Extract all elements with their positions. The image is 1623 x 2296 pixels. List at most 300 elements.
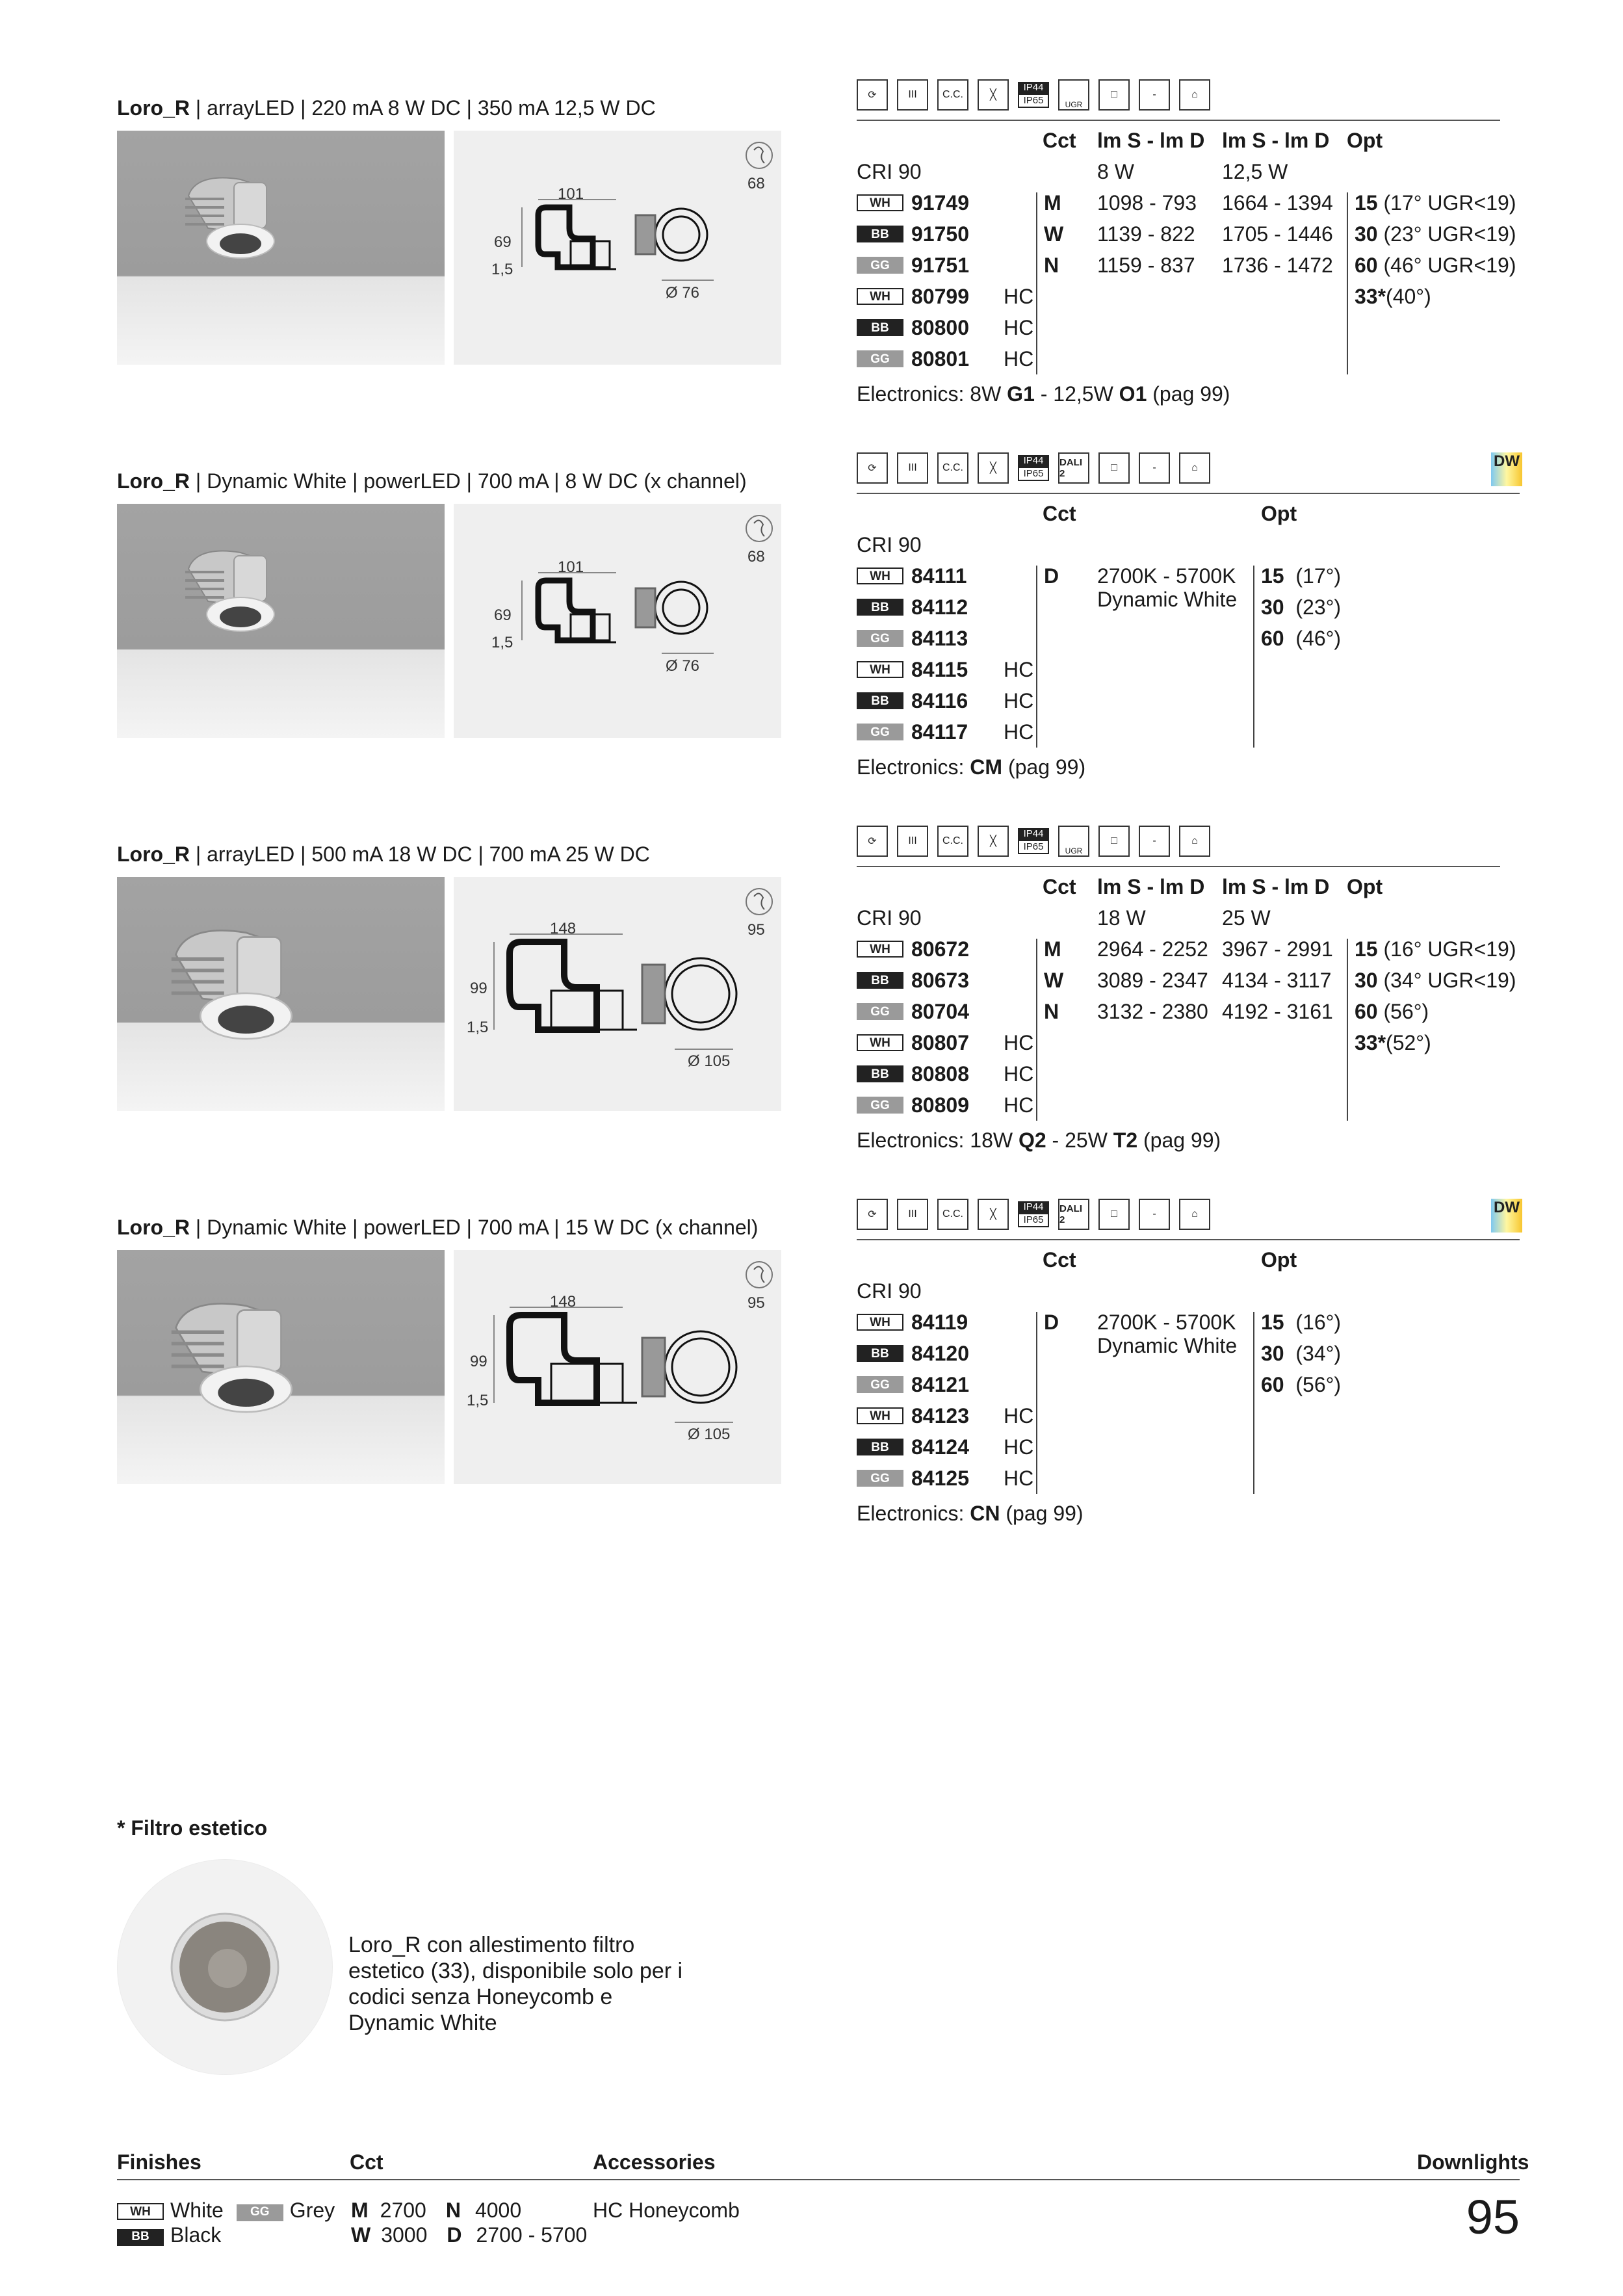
ip-top-label: IP44 [1018, 828, 1049, 840]
optic-number: 60 [1261, 1373, 1284, 1396]
lumen-2: 1705 - 1446 [1222, 222, 1333, 246]
electronics-note [857, 382, 1230, 406]
table-row [857, 624, 1507, 655]
finish-label: White [170, 2198, 224, 2222]
finish-badge: GG [237, 2204, 283, 2221]
dimension-flange: 1,5 [491, 261, 513, 278]
cct-code: M [351, 2198, 369, 2222]
product-spec: | arrayLED | 220 mA 8 W DC | 350 mA 12,5 W DC [190, 96, 656, 120]
table-subheader [857, 157, 1507, 189]
wattage-2: 25 W [1222, 906, 1271, 930]
optic-value [1355, 997, 1429, 1026]
finish-badge: BB [857, 1439, 903, 1455]
ugr-label: UGR [1065, 846, 1083, 855]
table-row [857, 1091, 1507, 1122]
dimension-width: 101 [558, 185, 584, 203]
optic-number: 30 [1355, 222, 1378, 246]
lumen-1: 1098 - 793 [1097, 191, 1197, 215]
table-divider [1036, 192, 1037, 374]
product-photo [117, 504, 445, 738]
ip-icon [1018, 79, 1049, 111]
cc-icon [937, 1199, 968, 1230]
table-header [857, 872, 1507, 904]
optic-number: 60 [1355, 1000, 1378, 1023]
ugr-icon [1058, 826, 1089, 857]
product-code: 84123 [911, 1404, 969, 1428]
technical-drawing [454, 877, 781, 1111]
lumen-1: 1139 - 822 [1097, 222, 1195, 246]
table-row [857, 1060, 1507, 1091]
table-divider [1347, 939, 1348, 1121]
recessed-icon: ⌂ [1179, 452, 1210, 484]
dali-label: DALI 2 [1059, 1203, 1082, 1225]
footer-cct-heading: Cct [350, 2150, 383, 2174]
finish-label: Grey [289, 2198, 335, 2222]
table-row [857, 655, 1507, 686]
table-divider [1347, 192, 1348, 374]
product-spec: | Dynamic White | powerLED | 700 mA | 8 W DC (x channel) [190, 469, 747, 493]
honeycomb-label: HC [1004, 1467, 1034, 1490]
rotate-icon: ⟳ [857, 1199, 888, 1230]
cct-kelvin: 3000 [381, 2223, 428, 2247]
product-photo [117, 877, 445, 1111]
dimension-width: 101 [558, 558, 584, 576]
class-iii-icon [897, 79, 928, 111]
product-section [0, 1199, 1623, 1580]
optic-detail: (17°) [1284, 564, 1342, 588]
product-code: 84112 [911, 595, 968, 619]
ip-top-label: IP44 [1018, 1201, 1049, 1213]
footer-accessories-heading: Accessories [593, 2150, 716, 2174]
optic-number: 60 [1355, 254, 1378, 277]
electronics-suffix: (pag 99) [1147, 382, 1230, 406]
ugr-label: UGR [1065, 100, 1083, 109]
cri-label: CRI 90 [857, 533, 922, 556]
finish-badge: GG [857, 1376, 903, 1393]
cct-value: W [1044, 969, 1064, 992]
product-code: 84121 [911, 1373, 969, 1396]
electronics-note [857, 1502, 1084, 1526]
electronics-code: O1 [1119, 382, 1147, 406]
table-subheader [857, 904, 1507, 935]
header-cct: Cct [1043, 129, 1076, 152]
product-code: 80808 [911, 1062, 969, 1086]
lumen-1: 2964 - 2252 [1097, 937, 1208, 961]
no-insulation-icon: ╳ [978, 1199, 1009, 1230]
product-section [0, 452, 1623, 833]
cct-range: 2700K - 5700K [1097, 1311, 1236, 1334]
lumen-2: 4134 - 3117 [1222, 969, 1332, 992]
dimension-flange: 1,5 [467, 1019, 489, 1036]
footer-rule [117, 2179, 1520, 2180]
electronics-code: Q2 [1018, 1128, 1046, 1152]
finish-badge: WH [857, 661, 903, 678]
optic-value [1261, 624, 1341, 653]
class-label: III [908, 89, 917, 100]
product-code: 91751 [911, 254, 969, 277]
optic-detail: (23° UGR<19) [1377, 222, 1516, 246]
optic-number: 60 [1261, 627, 1284, 650]
honeycomb-label: HC [1004, 1062, 1034, 1086]
product-code: 84115 [911, 658, 968, 681]
honeycomb-label: HC [1004, 347, 1034, 371]
cc-icon [937, 826, 968, 857]
optic-value [1355, 220, 1516, 248]
optic-number: 15 [1261, 564, 1284, 588]
product-title [117, 1216, 758, 1240]
product-code: 84125 [911, 1467, 969, 1490]
class-iii-icon [897, 826, 928, 857]
dimension-height: 99 [470, 980, 487, 997]
product-name: Loro_R [117, 96, 190, 120]
class-iii-icon [897, 452, 928, 484]
ip-top-label: IP44 [1018, 82, 1049, 94]
table-rule [857, 1239, 1520, 1240]
table-row [857, 997, 1507, 1028]
finish-badge: BB [857, 1065, 903, 1082]
footer-accessory: HC Honeycomb [593, 2198, 740, 2222]
electronics-note [857, 1128, 1221, 1153]
electronics-code: T2 [1113, 1128, 1138, 1152]
table-row [857, 1433, 1507, 1464]
cc-label: C.C. [942, 1208, 963, 1220]
electronics-note [857, 755, 1085, 779]
footer-finish-row-2 [117, 2223, 221, 2247]
header-opt: Opt [1261, 502, 1297, 525]
finish-badge: WH [857, 1314, 903, 1331]
header-lm2: lm S - lm D [1222, 875, 1330, 898]
optic-detail: (23°) [1284, 595, 1342, 619]
optic-number: 30 [1261, 1342, 1284, 1365]
cct-kelvin: 4000 [474, 2198, 522, 2222]
ip-bottom-label: IP65 [1018, 467, 1049, 481]
optic-value [1355, 935, 1516, 963]
header-opt: Opt [1347, 875, 1383, 898]
optic-number: 30 [1355, 969, 1378, 992]
product-code: 91749 [911, 191, 969, 215]
technical-drawing [454, 131, 781, 365]
dimension-height: 69 [494, 233, 512, 251]
header-opt: Opt [1261, 1248, 1297, 1272]
optic-value [1355, 282, 1431, 311]
lumen-2: 4192 - 3161 [1222, 1000, 1333, 1023]
finish-label: Black [170, 2223, 222, 2247]
lumen-2: 3967 - 2991 [1222, 937, 1333, 961]
technical-drawing [454, 504, 781, 738]
optic-detail: (40°) [1386, 285, 1431, 308]
product-section [0, 828, 1623, 1207]
optic-number: 15 [1261, 1311, 1284, 1334]
filter-photo [117, 1859, 333, 2075]
class-label: III [908, 462, 917, 473]
dimension-height: 99 [470, 1353, 487, 1370]
optic-value [1261, 562, 1341, 590]
cct-value: M [1044, 191, 1061, 215]
product-spec: | arrayLED | 500 mA 18 W DC | 700 mA 25 W DC [190, 842, 650, 866]
no-insulation-icon: ╳ [978, 79, 1009, 111]
table-rule [857, 866, 1500, 867]
lumen-2: 1736 - 1472 [1222, 254, 1333, 277]
optic-number: 33* [1355, 285, 1386, 308]
dimension-width: 148 [550, 920, 577, 937]
optic-value [1355, 251, 1516, 280]
filter-description: Loro_R con allestimento filtro estetico (33), disponibile solo per i codici senza Honeycomb e Dynamic White [348, 1933, 683, 2035]
finish-badge: GG [857, 257, 903, 274]
header-lm1: lm S - lm D [1097, 129, 1205, 152]
dimension-flange: 1,5 [491, 634, 513, 651]
cct-value: D [1044, 564, 1059, 588]
electronics-code: G1 [1007, 382, 1035, 406]
electronics-suffix: (pag 99) [1137, 1128, 1221, 1152]
table-subheader [857, 1277, 1507, 1308]
optic-detail: (17° UGR<19) [1377, 191, 1516, 215]
lumen-1: 1159 - 837 [1097, 254, 1195, 277]
ceiling-mount-icon: □ [1098, 1199, 1130, 1230]
wattage-2: 12,5 W [1222, 160, 1288, 183]
table-rule [857, 493, 1520, 494]
product-name: Loro_R [117, 1216, 190, 1239]
surface-icon: ‐ [1139, 1199, 1170, 1230]
product-code: 80801 [911, 347, 969, 371]
dimension-cutout: 95 [747, 921, 765, 939]
product-code: 91750 [911, 222, 969, 246]
product-code: 80809 [911, 1093, 969, 1117]
finish-badge: WH [857, 1407, 903, 1424]
table-row [857, 966, 1516, 997]
no-insulation-icon: ╳ [978, 452, 1009, 484]
wattage-1: 8 W [1097, 160, 1134, 183]
rotate-icon: ⟳ [857, 826, 888, 857]
ip-icon [1018, 826, 1049, 857]
finish-badge: GG [857, 724, 903, 740]
finish-badge: WH [857, 567, 903, 584]
ip-bottom-label: IP65 [1018, 94, 1049, 108]
cct-name: Dynamic White [1097, 1334, 1238, 1357]
page-number: 95 [1466, 2190, 1520, 2244]
optic-detail: (16°) [1284, 1311, 1342, 1334]
optic-number: 15 [1355, 937, 1378, 961]
dimension-cutout: 68 [747, 548, 765, 566]
product-name: Loro_R [117, 842, 190, 866]
optic-value [1355, 1028, 1431, 1057]
cct-kelvin: 2700 - 5700 [476, 2223, 588, 2247]
header-cct: Cct [1043, 502, 1076, 525]
product-photo [117, 131, 445, 365]
product-code: 80799 [911, 285, 969, 308]
cri-label: CRI 90 [857, 160, 922, 183]
table-row [857, 1402, 1507, 1433]
finish-badge: BB [857, 319, 903, 336]
dimension-diameter: Ø 76 [666, 657, 700, 675]
lumen-1: 3089 - 2347 [1097, 969, 1208, 992]
honeycomb-label: HC [1004, 658, 1034, 681]
footer-finishes-heading: Finishes [117, 2150, 201, 2174]
cct-code: N [445, 2198, 461, 2222]
product-title [117, 96, 656, 120]
cc-label: C.C. [942, 89, 963, 100]
table-row [857, 1370, 1507, 1402]
product-code: 84116 [911, 689, 968, 712]
cct-range: 2700K - 5700K [1097, 564, 1236, 588]
cc-icon [937, 79, 968, 111]
optic-detail: (46° UGR<19) [1377, 254, 1516, 277]
rotate-icon: ⟳ [857, 79, 888, 111]
ip-bottom-label: IP65 [1018, 840, 1049, 854]
footer-finish-row-1 [117, 2198, 335, 2223]
no-insulation-icon: ╳ [978, 826, 1009, 857]
dimension-height: 69 [494, 607, 512, 624]
electronics-prefix: Electronics: [857, 755, 970, 779]
product-title [117, 842, 650, 867]
product-code: 84124 [911, 1435, 969, 1459]
dimension-flange: 1,5 [467, 1392, 489, 1409]
lumen-2: 1664 - 1394 [1222, 191, 1333, 215]
lumen-1: 3132 - 2380 [1097, 1000, 1208, 1023]
dali-label: DALI 2 [1059, 457, 1082, 479]
recessed-icon: ⌂ [1179, 79, 1210, 111]
dimension-width: 148 [550, 1293, 577, 1311]
table-header [857, 1246, 1507, 1277]
finish-badge: BB [857, 1345, 903, 1362]
surface-icon: ‐ [1139, 79, 1170, 111]
honeycomb-label: HC [1004, 1093, 1034, 1117]
recessed-icon: ⌂ [1179, 826, 1210, 857]
class-label: III [908, 835, 917, 846]
dynamic-white-logo: DW [1491, 1199, 1522, 1233]
footer-cct-row-2 [351, 2223, 587, 2247]
table-row [857, 313, 1507, 345]
cct-code: W [351, 2223, 371, 2247]
optic-value [1355, 189, 1516, 217]
cc-icon [937, 452, 968, 484]
table-header [857, 499, 1507, 530]
electronics-prefix: Electronics: 8W [857, 382, 1007, 406]
honeycomb-label: HC [1004, 689, 1034, 712]
optic-detail: (16° UGR<19) [1377, 937, 1516, 961]
finish-badge: GG [857, 1097, 903, 1114]
product-code: 84119 [911, 1311, 968, 1334]
table-row [857, 220, 1516, 251]
cri-label: CRI 90 [857, 906, 922, 930]
finish-badge: BB [857, 599, 903, 616]
dimension-diameter: Ø 105 [688, 1052, 731, 1070]
ip-icon [1018, 452, 1049, 484]
finish-badge: WH [857, 1034, 903, 1051]
cct-value: N [1044, 1000, 1059, 1023]
cct-value: M [1044, 937, 1061, 961]
finish-badge: GG [857, 1003, 903, 1020]
product-code: 84113 [911, 627, 968, 650]
table-divider [1253, 566, 1254, 748]
table-divider [1253, 1312, 1254, 1494]
ip-bottom-label: IP65 [1018, 1213, 1049, 1227]
electronics-suffix: (pag 99) [1000, 1502, 1084, 1525]
optic-number: 15 [1355, 191, 1378, 215]
ceiling-mount-icon: □ [1098, 79, 1130, 111]
technical-drawing [454, 1250, 781, 1484]
optic-detail: (52°) [1386, 1031, 1431, 1054]
honeycomb-label: HC [1004, 1435, 1034, 1459]
header-cct: Cct [1043, 1248, 1076, 1272]
electronics-mid: - 12,5W [1034, 382, 1119, 406]
ugr-icon [1058, 79, 1089, 111]
optic-value [1261, 1370, 1341, 1399]
optic-value [1355, 966, 1516, 995]
honeycomb-label: HC [1004, 1031, 1034, 1054]
finish-badge: GG [857, 350, 903, 367]
cc-label: C.C. [942, 835, 963, 846]
finish-badge: WH [857, 288, 903, 305]
table-row [857, 718, 1507, 749]
dimension-cutout: 68 [747, 175, 765, 192]
dali-icon [1058, 452, 1089, 484]
optic-detail: (56°) [1377, 1000, 1429, 1023]
dimension-cutout: 95 [747, 1294, 765, 1312]
ceiling-mount-icon: □ [1098, 452, 1130, 484]
electronics-code: CM [970, 755, 1003, 779]
optic-detail: (56°) [1284, 1373, 1342, 1396]
footer-cct-row-1 [351, 2198, 521, 2223]
footer-category: Downlights [1417, 2150, 1529, 2174]
electronics-prefix: Electronics: [857, 1502, 970, 1525]
product-name: Loro_R [117, 469, 190, 493]
table-subheader [857, 530, 1507, 562]
table-row [857, 282, 1507, 313]
wattage-1: 18 W [1097, 906, 1146, 930]
header-opt: Opt [1347, 129, 1383, 152]
table-row [857, 686, 1507, 718]
product-code: 84111 [911, 564, 967, 588]
finish-badge: WH [857, 194, 903, 211]
product-code: 84117 [911, 720, 968, 744]
honeycomb-label: HC [1004, 720, 1034, 744]
optic-number: 33* [1355, 1031, 1386, 1054]
optic-value [1261, 593, 1341, 621]
class-label: III [908, 1208, 917, 1220]
dynamic-white-logo: DW [1491, 452, 1522, 486]
finish-badge: WH [117, 2203, 164, 2220]
honeycomb-label: HC [1004, 285, 1034, 308]
table-divider [1036, 566, 1037, 748]
table-row [857, 251, 1516, 282]
table-rule [857, 120, 1500, 121]
electronics-suffix: (pag 99) [1002, 755, 1086, 779]
product-title [117, 469, 747, 493]
electronics-prefix: Electronics: 18W [857, 1128, 1019, 1152]
header-lm2: lm S - lm D [1222, 129, 1330, 152]
ip-top-label: IP44 [1018, 455, 1049, 467]
table-row [857, 345, 1507, 376]
finish-badge: BB [857, 972, 903, 989]
ceiling-mount-icon: □ [1098, 826, 1130, 857]
product-code: 80673 [911, 969, 969, 992]
product-spec: | Dynamic White | powerLED | 700 mA | 15 W DC (x channel) [190, 1216, 759, 1239]
optic-value [1261, 1308, 1341, 1337]
product-code: 80672 [911, 937, 969, 961]
table-header [857, 126, 1507, 157]
recessed-icon: ⌂ [1179, 1199, 1210, 1230]
optic-number: 30 [1261, 595, 1284, 619]
product-section [0, 82, 1623, 460]
finish-badge: BB [857, 692, 903, 709]
cc-label: C.C. [942, 462, 963, 473]
product-code: 80800 [911, 316, 969, 339]
cct-kelvin: 2700 [380, 2198, 426, 2222]
product-photo [117, 1250, 445, 1484]
dimension-diameter: Ø 76 [666, 284, 700, 302]
finish-badge: GG [857, 1470, 903, 1487]
honeycomb-label: HC [1004, 316, 1034, 339]
